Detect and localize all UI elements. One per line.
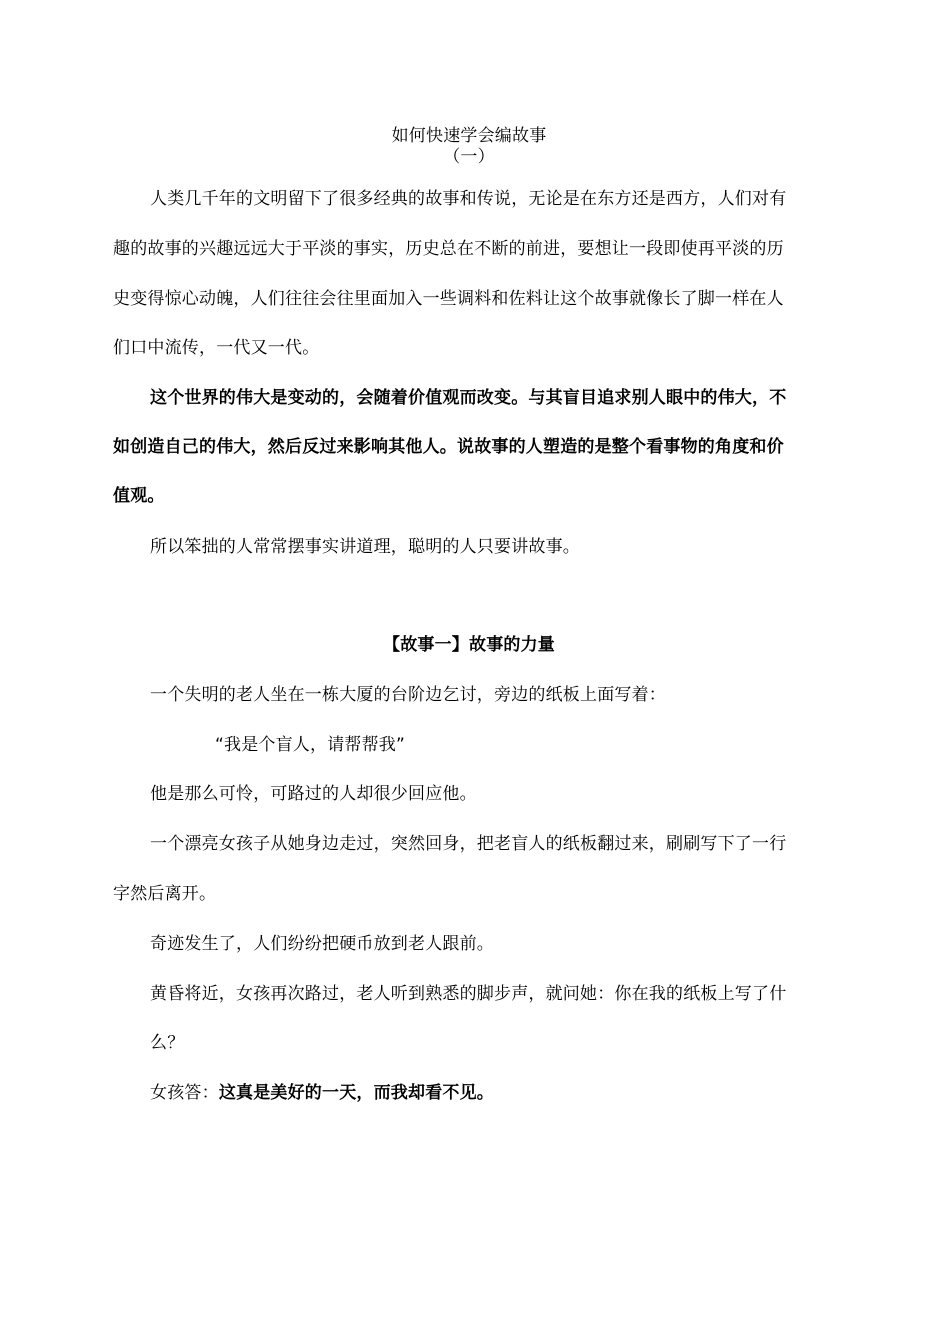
document-title: 如何快速学会编故事 <box>391 126 547 146</box>
intro-paragraph-1-line-3: 史变得惊心动魄，人们往往会往里面加入一些调料和佐料让这个故事就像长了脚一样在人 <box>113 289 784 309</box>
intro-paragraph-2-line-3: 值观。 <box>113 486 165 506</box>
story-1-line-4: 奇迹发生了，人们纷纷把硬币放到老人跟前。 <box>150 934 494 954</box>
story-1-line-6 <box>150 1083 494 1103</box>
document-subtitle: （一） <box>443 147 495 167</box>
intro-paragraph-2-line-1: 这个世界的伟大是变动的，会随着价值观而改变。与其盲目追求别人眼中的伟大，不 <box>150 388 787 408</box>
story-1-line-5b: 么？ <box>150 1033 185 1053</box>
intro-paragraph-1-line-1: 人类几千年的文明留下了很多经典的故事和传说，无论是在东方还是西方，人们对有 <box>150 189 787 209</box>
story-1-line-5a: 黄昏将近，女孩再次路过，老人听到熟悉的脚步声，就问她：你在我的纸板上写了什 <box>150 984 787 1004</box>
story-1-answer-prefix: 女孩答： <box>150 1083 219 1103</box>
story-1-line-3a: 一个漂亮女孩子从她身边走过，突然回身，把老盲人的纸板翻过来，刷刷写下了一行 <box>150 834 787 854</box>
story-1-answer-text: 这真是美好的一天，而我却看不见。 <box>218 1083 495 1103</box>
story-1-heading: 【故事一】故事的力量 <box>383 635 555 655</box>
intro-paragraph-2-line-2: 如创造自己的伟大，然后反过来影响其他人。说故事的人塑造的是整个看事物的角度和价 <box>113 437 784 457</box>
intro-paragraph-3: 所以笨拙的人常常摆事实讲道理，聪明的人只要讲故事。 <box>150 537 580 557</box>
story-1-quote: “我是个盲人，请帮帮我” <box>215 735 406 755</box>
intro-paragraph-1-line-2: 趣的故事的兴趣远远大于平淡的事实，历史总在不断的前进，要想让一段即使再平淡的历 <box>113 239 784 259</box>
story-1-line-2: 他是那么可怜，可路过的人却很少回应他。 <box>150 784 477 804</box>
story-1-line-1: 一个失明的老人坐在一栋大厦的台阶边乞讨，旁边的纸板上面写着： <box>150 685 666 705</box>
intro-paragraph-1-line-4: 们口中流传，一代又一代。 <box>113 338 320 358</box>
story-1-line-3b: 字然后离开。 <box>113 884 217 904</box>
